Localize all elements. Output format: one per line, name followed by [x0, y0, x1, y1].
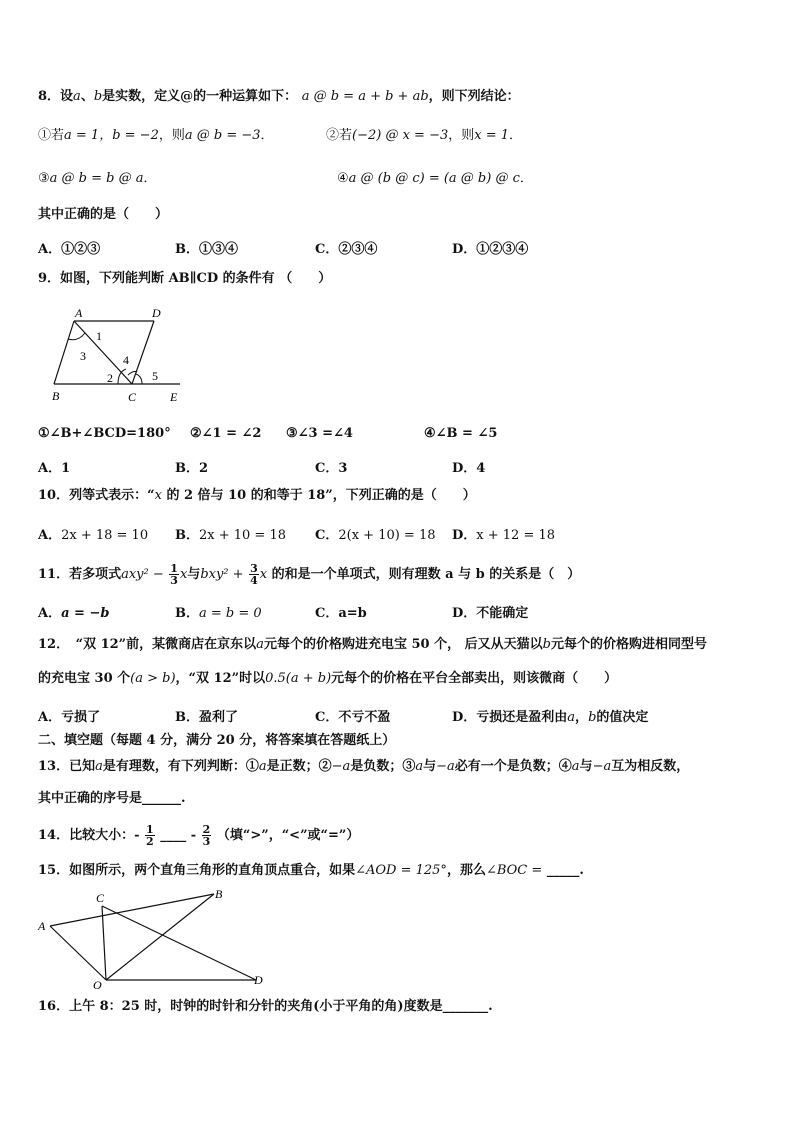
- q9-label-b: B: [52, 389, 60, 403]
- q11-option-c[interactable]: C．a=b: [315, 606, 367, 621]
- q9-option-d[interactable]: D．4: [452, 461, 486, 476]
- section-2-title: 二、填空题（每题 4 分，满分 20 分，将答案填在答题纸上）: [38, 733, 396, 748]
- q9-label-a: A: [75, 306, 83, 320]
- q8-conclusions-row1: ①若a = 1，b = −2，则a @ b = −3． ②若(−2) @ x = −3，则x = 1．: [38, 128, 523, 143]
- q15-label-o: O: [93, 978, 102, 992]
- q14-frac-1: $\frac{1}{2}$: [146, 823, 154, 848]
- q15-triangles-figure: [36, 886, 268, 992]
- q11-options: [38, 602, 768, 620]
- q15-label-c: C: [96, 891, 105, 905]
- q8-conclusions-row2: ③a @ b = b @ a． ④a @ (b @ c) = (a @ b) @ c．: [38, 171, 533, 186]
- q10-stem: 10．列等式表示：“x 的 2 倍与 10 的和等于 18”，下列正确的是（ ）: [38, 488, 476, 503]
- q8-option-c[interactable]: C．②③④: [315, 242, 378, 257]
- q13-line2: 其中正确的序号是______.: [38, 791, 186, 806]
- q15-label-a: A: [38, 919, 46, 933]
- q12-option-a[interactable]: A．亏损了: [38, 710, 101, 725]
- q12-option-c[interactable]: C．不亏不盈: [315, 710, 391, 725]
- q13-line1: 13．已知a是有理数，有下列判断：①a是正数；②−a是负数；③a与−a必有一个是负数；④a与−a互为相反数，: [38, 759, 690, 774]
- q12-options: [38, 706, 768, 724]
- q14-frac-2: $\frac{2}{3}$: [202, 823, 211, 848]
- q10-option-d[interactable]: D．x + 12 = 18: [452, 528, 556, 543]
- q15-stem: 15．如图所示，两个直角三角形的直角顶点重合，如果∠AOD = 125°，那么∠BOC = _____.: [38, 863, 584, 878]
- q9-option-a[interactable]: A．1: [38, 461, 71, 476]
- q9-label-4: 4: [123, 353, 129, 367]
- q9-cond-2: ②∠1 = ∠2: [190, 426, 262, 441]
- q11-frac-1: $\frac{1}{3}$: [170, 562, 178, 587]
- q11-option-b[interactable]: B．a = b = 0: [175, 606, 262, 621]
- q9-conditions: [38, 426, 768, 444]
- q11-stem: 11．若多项式axy² − $\frac{1}{3}$ x与bxy² + $\frac{3}{4}$ x 的和是一个单项式，则有理数 a 与 b 的关系是（ ）: [38, 562, 581, 587]
- q9-stem: 9．如图，下列能判断 AB∥CD 的条件有 （ ）: [38, 271, 332, 286]
- q9-option-b[interactable]: B．2: [175, 461, 209, 476]
- q8-option-d[interactable]: D．①②③④: [452, 242, 529, 257]
- q8-stem: 8．设a、b是实数，定义@的一种运算如下： a @ b = a + b + ab，则下列结论：: [38, 89, 520, 104]
- q8-option-b[interactable]: B．①③④: [175, 242, 238, 257]
- q9-options: [38, 457, 768, 475]
- q8-formula: a @ b = a + b + ab: [301, 89, 429, 104]
- q9-cond-1: ①∠B+∠BCD=180°: [38, 426, 171, 441]
- q9-label-d: D: [152, 306, 161, 320]
- q9-label-3: 3: [80, 349, 86, 363]
- q12-line1: 12． “双 12”前，某微商店在京东以a元每个的价格购进充电宝 50 个， 后又从天猫以b元每个的价格购进相同型号: [38, 637, 707, 652]
- q10-options: [38, 524, 768, 542]
- q9-option-c[interactable]: C．3: [315, 461, 348, 476]
- q12-line2: 的充电宝 30 个(a > b)，“双 12”时以0.5(a + b)元每个的价格在平台全部卖出，则该微商（ ）: [38, 671, 618, 686]
- q9-cond-3: ③∠3 =∠4: [286, 426, 353, 441]
- q15-blank[interactable]: _____.: [546, 863, 584, 878]
- q8-ask: 其中正确的是（ ）: [38, 207, 169, 222]
- q9-cond-4: ④∠B = ∠5: [424, 426, 498, 441]
- q11-option-d[interactable]: D．不能确定: [452, 606, 529, 621]
- q10-option-b[interactable]: B．2x + 10 = 18: [175, 528, 287, 543]
- q9-label-1: 1: [96, 329, 102, 343]
- q8-options: [38, 238, 768, 256]
- q12-option-b[interactable]: B．盈利了: [175, 710, 238, 725]
- q12-option-d[interactable]: D．亏损还是盈利由a，b的值决定: [452, 710, 649, 725]
- q8-option-a[interactable]: A．①②③: [38, 242, 101, 257]
- q9-label-5: 5: [152, 369, 158, 383]
- q9-label-c: C: [128, 390, 137, 404]
- q14-blank[interactable]: ____ -: [160, 828, 197, 843]
- q16-stem: 16．上午 8：25 时，时钟的时针和分针的夹角(小于平角的角)度数是_______.: [38, 999, 493, 1014]
- q11-option-a[interactable]: A．a = −b: [38, 606, 110, 621]
- q11-frac-2: $\frac{3}{4}$: [250, 562, 258, 587]
- q15-label-b: B: [215, 887, 223, 901]
- q9-label-e: E: [170, 390, 178, 404]
- q10-option-a[interactable]: A．2x + 18 = 10: [38, 528, 149, 543]
- q14-stem: 14．比较大小：- $\frac{1}{2}$ ____ - $\frac{2}{3}$ （填“>”，“<”或“=”）: [38, 823, 360, 848]
- q10-option-c[interactable]: C．2(x + 10) = 18: [315, 528, 436, 543]
- q9-label-2: 2: [107, 371, 113, 385]
- q15-label-d: D: [254, 973, 263, 987]
- q9-parallelogram-figure: [44, 306, 194, 406]
